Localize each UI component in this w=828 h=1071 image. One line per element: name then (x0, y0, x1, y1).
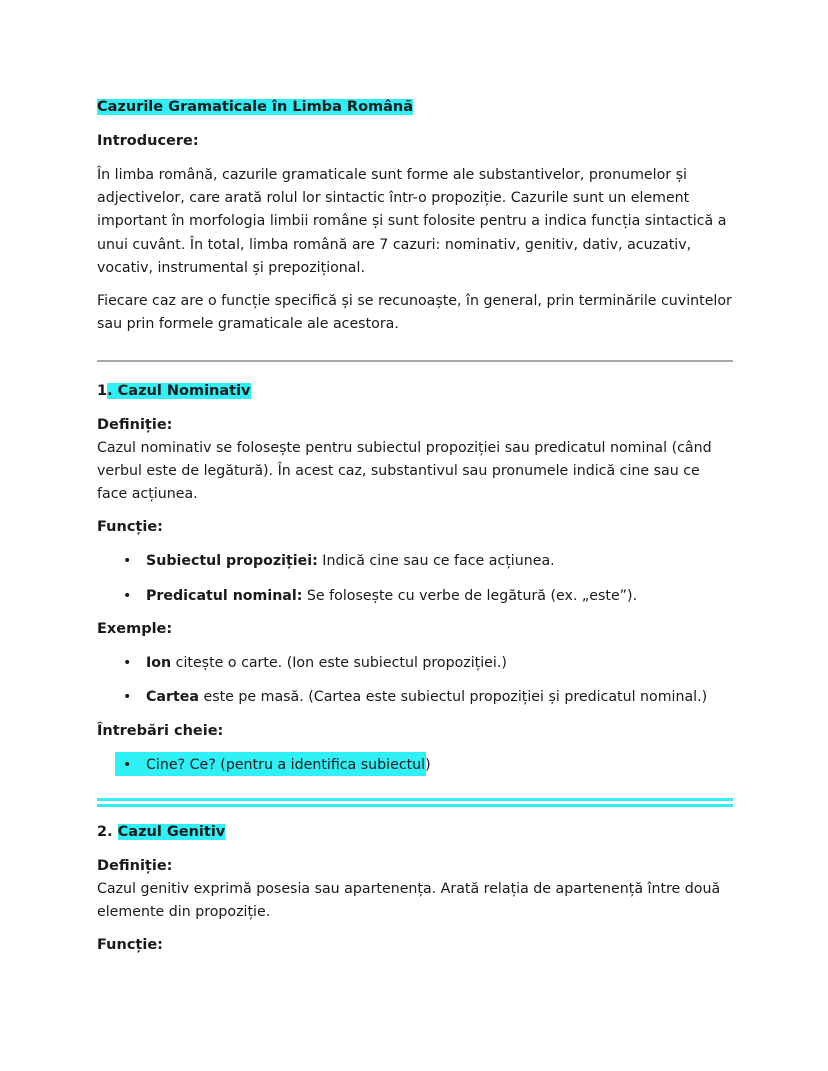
definition-text: Cazul genitiv exprimă posesia sau apartenența. Arată relația de apartenență între două elemente din propoziție. (97, 881, 721, 921)
title-text: Cazurile Gramaticale în Limba Română (97, 99, 414, 115)
function-label: Funcție: (97, 937, 163, 953)
definition-text: Cazul nominativ se folosește pentru subiectul propoziției sau predicatul nominal (când verbul este de legătură). În acest caz, substantivul sau pronumele indică cine sau ce face acțiunea. (97, 440, 712, 503)
definition-label: Definiție: (97, 858, 173, 874)
bullet-icon: • (123, 757, 132, 773)
list-item (97, 687, 733, 707)
list-item-term: Predicatul nominal: (146, 588, 303, 604)
double-divider-top (97, 798, 733, 801)
section-title: . Cazul Nominativ (107, 383, 251, 399)
key-questions-label: Întrebări cheie: (97, 723, 224, 739)
list-item-text: citește o carte. (Ion este subiectul propoziției.) (171, 655, 507, 671)
list-item (97, 653, 733, 673)
bullet-icon: • (123, 689, 132, 705)
list-item-term: Subiectul propoziției: (146, 553, 318, 569)
list-item (97, 551, 733, 571)
key-questions-list (97, 755, 733, 775)
intro-heading: Introducere: (97, 133, 199, 149)
list-item-term: Cartea (146, 689, 199, 705)
section-heading-nominativ (97, 381, 733, 401)
list-item-text: Indică cine sau ce face acțiunea. (317, 553, 555, 569)
list-item (97, 586, 733, 606)
intro-paragraph-1: În limba română, cazurile gramaticale sunt forme ale substantivelor, pronumelor și adjectivelor, care arată rolul lor sintactic într-o propoziție. Cazurile sunt un element important în morfologia limbii române și sunt folosite pentru a indica funcția sintactică a unui cuvânt. În total, limba română are 7 cazuri: nominativ, genitiv, dativ, acuzativ, vocativ, instrumental și prepozițional. (97, 167, 727, 276)
function-list (97, 551, 733, 606)
section-number: 2. (97, 824, 118, 840)
function-label: Funcție: (97, 519, 163, 535)
section-title: Cazul Genitiv (117, 824, 226, 840)
intro-paragraph-2: Fiecare caz are o funcție specifică și se recunoaște, în general, prin terminările cuvintelor sau prin formele gramaticale ale acestora. (97, 293, 732, 333)
section-divider (97, 360, 733, 362)
examples-label: Exemple: (97, 621, 173, 637)
list-item-text: este pe masă. (Cartea este subiectul propoziției și predicatul nominal.) (198, 689, 708, 705)
list-item-text: Se folosește cu verbe de legătură (ex. „este”). (302, 588, 638, 604)
double-divider-bottom (97, 804, 733, 807)
bullet-icon: • (123, 553, 132, 569)
list-item-text: Cine? Ce? (pentru a identifica subiectul) (146, 757, 431, 773)
list-item (97, 755, 733, 775)
list-item-term: Ion (146, 655, 172, 671)
bullet-icon: • (123, 655, 132, 671)
bullet-icon: • (123, 588, 132, 604)
document-title (97, 97, 733, 117)
definition-label: Definiție: (97, 417, 173, 433)
section-heading-genitiv (97, 822, 733, 842)
section-number: 1 (97, 383, 108, 399)
examples-list (97, 653, 733, 707)
